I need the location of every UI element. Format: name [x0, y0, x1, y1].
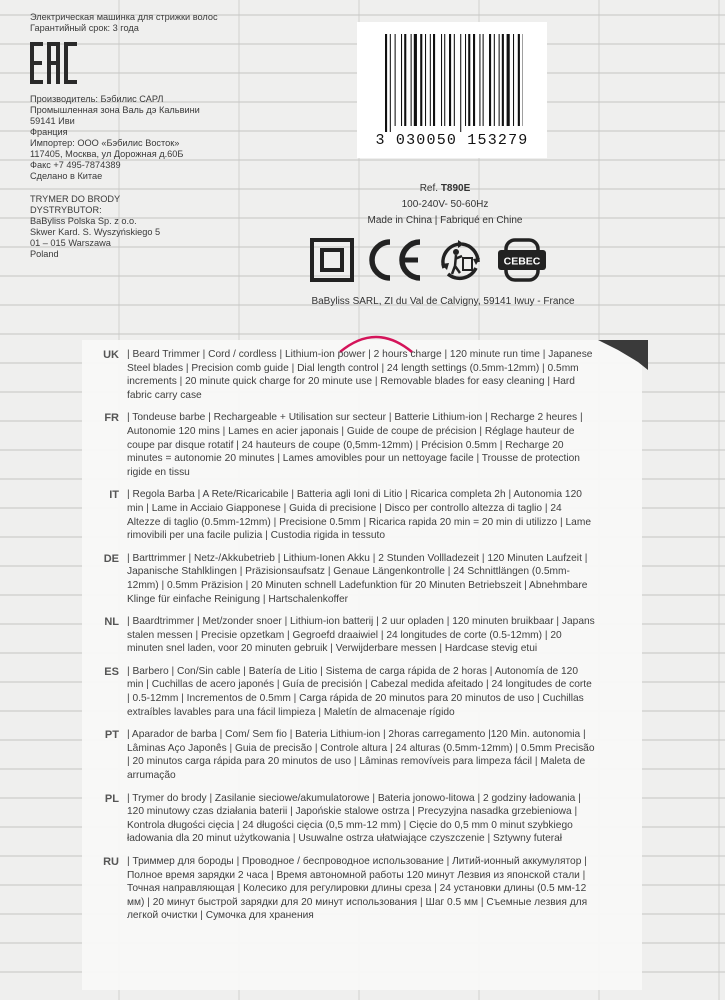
- distributor-line: Poland: [30, 249, 59, 259]
- barcode-bar: [507, 34, 510, 126]
- manufacturer-line: 117405, Москва, ул Дорожная д.60Б: [30, 149, 184, 159]
- language-code: DE: [103, 552, 119, 565]
- certification-icons: [310, 236, 560, 284]
- barcode: [357, 22, 547, 158]
- language-block-fr: [95, 411, 595, 479]
- barcode-bar: [404, 34, 406, 126]
- language-features: | Trymer do brody | Zasilanie sieciowe/akumulatorowe | Bateria jonowo-litowa | 2 godziny ładowania | 120 minutowy czas działania baterii | Japońskie stalowe ostrza | Precyzyjna nasadka grzebieniowa | Kontrola długości cięcia | 24 długości cięcia (0,5 mm-12 mm) | Cięcie do 0,5 mm 0 minut szybkiego ładowania dla 20 minut użytkowania | Usuwalne ostrza ułatwiające czyszczenie | Sztywny futerał: [126, 792, 581, 845]
- barcode-bar: [385, 34, 387, 132]
- manufacturer-line: 59141 Иви: [30, 116, 75, 126]
- barcode-bar: [425, 34, 426, 126]
- barcode-bar: [449, 34, 451, 126]
- eac-mark-icon: [30, 42, 290, 84]
- barcode-bar: [390, 34, 391, 132]
- distributor-line: TRYMER DO BRODY: [30, 194, 121, 204]
- cebec-icon: [496, 238, 548, 282]
- language-block-ru: [95, 855, 595, 923]
- ce-mark-icon: [366, 238, 424, 282]
- distributor-line: DYSTRYBUTOR:: [30, 205, 102, 215]
- language-features: | Barbero | Con/Sin cable | Batería de Litio | Sistema de carga rápida de 2 horas | Autonomía de 120 min | Cuchillas de acero japonés | Guía de precisión | Cabezal medida afeitado | 24 longitudes de corte | 0.5-12mm | Incrementos de 0.5mm | Carga rápida de 20 minutos para 20 minutos de uso | Cuchillas extraíbles lavables para una fácil limpieza | Maletín de almacenaje rígido: [126, 665, 592, 718]
- barcode-bar: [441, 34, 442, 126]
- manufacturer-line: Факс +7 495-7874389: [30, 160, 121, 170]
- language-code: NL: [104, 616, 119, 629]
- origin: Made in China | Fabriqué en Chine: [367, 215, 523, 226]
- distributor-lines: [30, 194, 290, 260]
- language-code: RU: [103, 856, 119, 868]
- double-insulation-icon: [310, 238, 354, 282]
- language-features: | Regola Barba | A Rete/Ricaricabile | Batteria agli Ioni di Litio | Ricarica completa 2h | Autonomia 120 min | Lame in Acciaio Giapponese | Guida di precisione | Disco per controllo altezza di taglio | 24 Altezze di taglio (0.5mm-12mm) | Precisione 0.5mm | Ricarica rapida 20 min = 20 min di utilizzo | Lame rimovibili per una facile pulizia | Custodia rigida in tessuto: [126, 489, 591, 542]
- language-block-pl: [95, 792, 595, 846]
- language-code: FR: [104, 412, 119, 425]
- barcode-bar: [414, 34, 417, 126]
- distributor-line: Skwer Kard. S. Wyszyńskiego 5: [30, 227, 161, 237]
- eac-logo: [30, 42, 80, 84]
- language-features: | Tondeuse barbe | Rechargeable + Utilisation sur secteur | Batterie Lithium-ion | Recharge 2 heures | Autonomie 120 mins | Lames en acier japonais | Guide de coupe de précision | Réglage hauteur de coupe par disque rotatif | 24 hauteurs de coupe (0,5mm-12mm) | Précision 0.5mm | Recharge 20 minutes = autonomie 20 minutes | Lames amovibles pour un nettoyage facile | Trousse de protection rigide en tissu: [126, 412, 583, 478]
- barcode-bar: [460, 34, 461, 132]
- barcode-bar: [518, 34, 520, 126]
- manufacturer-line: Импортер: ООО «Бэбилис Восток»: [30, 138, 180, 148]
- barcode-bar: [444, 34, 445, 126]
- barcode-bar: [401, 34, 402, 126]
- language-features: | Baardtrimmer | Met/zonder snoer | Lithium-ion batterij | 2 uur opladen | 120 minuten bruikbaar | Japans stalen messen | Precisie opzetkam | Gegroefd draaiwiel | 24 longitudes de corte (0.5-12mm) | 20 minuten snel laden, voor 20 minuten gebruik | Verwijderbare messen | Hardcase stevig etui: [126, 616, 595, 655]
- manufacturer-lines: [30, 94, 290, 182]
- barcode-bar: [513, 34, 514, 126]
- ref-code: T890E: [440, 183, 471, 194]
- language-code: ES: [104, 665, 119, 678]
- barcode-bar: [468, 34, 470, 126]
- warranty-ru: Гарантийный срок: 3 года: [30, 23, 139, 33]
- barcode-bar: [420, 34, 422, 126]
- language-features: | Beard Trimmer | Cord / cordless | Lithium-ion power | 2 hours charge | 120 minute run time | Japanese Steel blades | Precision comb guide | Dial length control | 24 length settings (0.5mm-12mm) | 0.5mm increments | 20 minute quick charge for 20 minute use | Removable blades for easy cleaning | Hard fabric carry case: [126, 349, 593, 401]
- barcode-digits: 3 030050 153279: [375, 132, 529, 149]
- regulatory-info-block: [30, 12, 290, 260]
- cebec-text: CEBEC: [503, 255, 541, 268]
- manufacturer-line: Сделано в Китае: [30, 171, 103, 181]
- barcode-bar: [411, 34, 412, 126]
- barcode-bar: [473, 34, 475, 126]
- ref-prefix: Ref.: [419, 183, 441, 194]
- barcode-bar: [433, 34, 435, 126]
- barcode-bar: [454, 34, 455, 126]
- barcode-bar: [494, 34, 495, 126]
- language-block-nl: [95, 615, 595, 656]
- product-edge-shadow: [598, 340, 648, 370]
- language-block-es: [95, 665, 595, 719]
- language-features: | Barttrimmer | Netz-/Akkubetrieb | Lithium-Ionen Akku | 2 Stunden Vollladezeit | 120 Minuten Laufzeit | Japanische Stahlklingen | Präzisionsaufsatz | Genaue Längenkontrolle | 24 Schnittlängen (0.5mm-12mm) | 0.5mm Präzision | 20 Minuten schnell Ladefunktion für 20 Minuten Betriebszeit | Abnehmbare Klinge für einfache Reinigung | Hartschalenkoffer: [126, 552, 588, 605]
- barcode-bar: [430, 34, 431, 126]
- manufacturer-line: Франция: [30, 127, 68, 137]
- barcode-bar: [395, 34, 396, 126]
- language-block-it: [95, 488, 595, 542]
- barcode-bar: [499, 34, 500, 126]
- language-code: IT: [109, 489, 119, 502]
- manufacturer-line: Производитель: Бэбилис САРЛ: [30, 94, 164, 104]
- language-features: | Триммер для бороды | Проводное / беспроводное использование | Литий-ионный аккумулятор | Полное время зарядки 2 часа | Время автономной работы 120 минут Лезвия из японской стали | Точная направляющая | Колесико для регулировки длины среза | 24 установки длины (0.5 мм-12 мм) | 20 минут быстрой зарядки для 20 минут использования | Шаг 0.5 мм | Съемные лезвия для легкой очистки | Сумочка для хранения: [126, 856, 588, 922]
- triman-recycling-icon: [436, 238, 484, 282]
- language-features: | Aparador de barba | Com/ Sem fio | Bateria Lithium-ion | 2horas carregamento |120 Min. autonomia | Lâminas Aço Japonês | Guia de precisão | Controle altura | 24 alturas (0.5mm-12mm) | 0.5mm Precisão | 20 minutos carga rápida para 20 minutos de uso | Lâminas removíveis para limpeza fácil | Maleta de arrumação: [126, 729, 595, 782]
- barcode-bars: [383, 34, 523, 132]
- language-block-uk: [95, 348, 595, 402]
- manufacturer-line: Промышленная зона Валь дэ Кальвини: [30, 105, 200, 115]
- language-block-pt: [95, 728, 595, 782]
- language-code: PL: [104, 792, 119, 805]
- barcode-bar: [502, 34, 504, 126]
- barcode-bar: [483, 34, 484, 126]
- barcode-bar: [489, 34, 491, 126]
- language-block-de: [95, 552, 595, 606]
- language-code: PT: [104, 729, 119, 742]
- reference-block: [340, 181, 550, 229]
- barcode-bar: [479, 34, 480, 126]
- language-list: [95, 348, 595, 932]
- barcode-bar: [465, 34, 466, 126]
- product-name-ru: Электрическая машинка для стрижки волос: [30, 12, 218, 22]
- language-code: UK: [103, 349, 119, 361]
- distributor-line: 01 – 015 Warszawa: [30, 238, 111, 248]
- ref-line: [340, 181, 550, 197]
- distributor-line: BaByliss Polska Sp. z o.o.: [30, 216, 137, 226]
- voltage: 100-240V- 50-60Hz: [401, 199, 489, 210]
- maker-address: BaByliss SARL, ZI du Val de Calvigny, 59141 Iwuy - France: [311, 296, 575, 307]
